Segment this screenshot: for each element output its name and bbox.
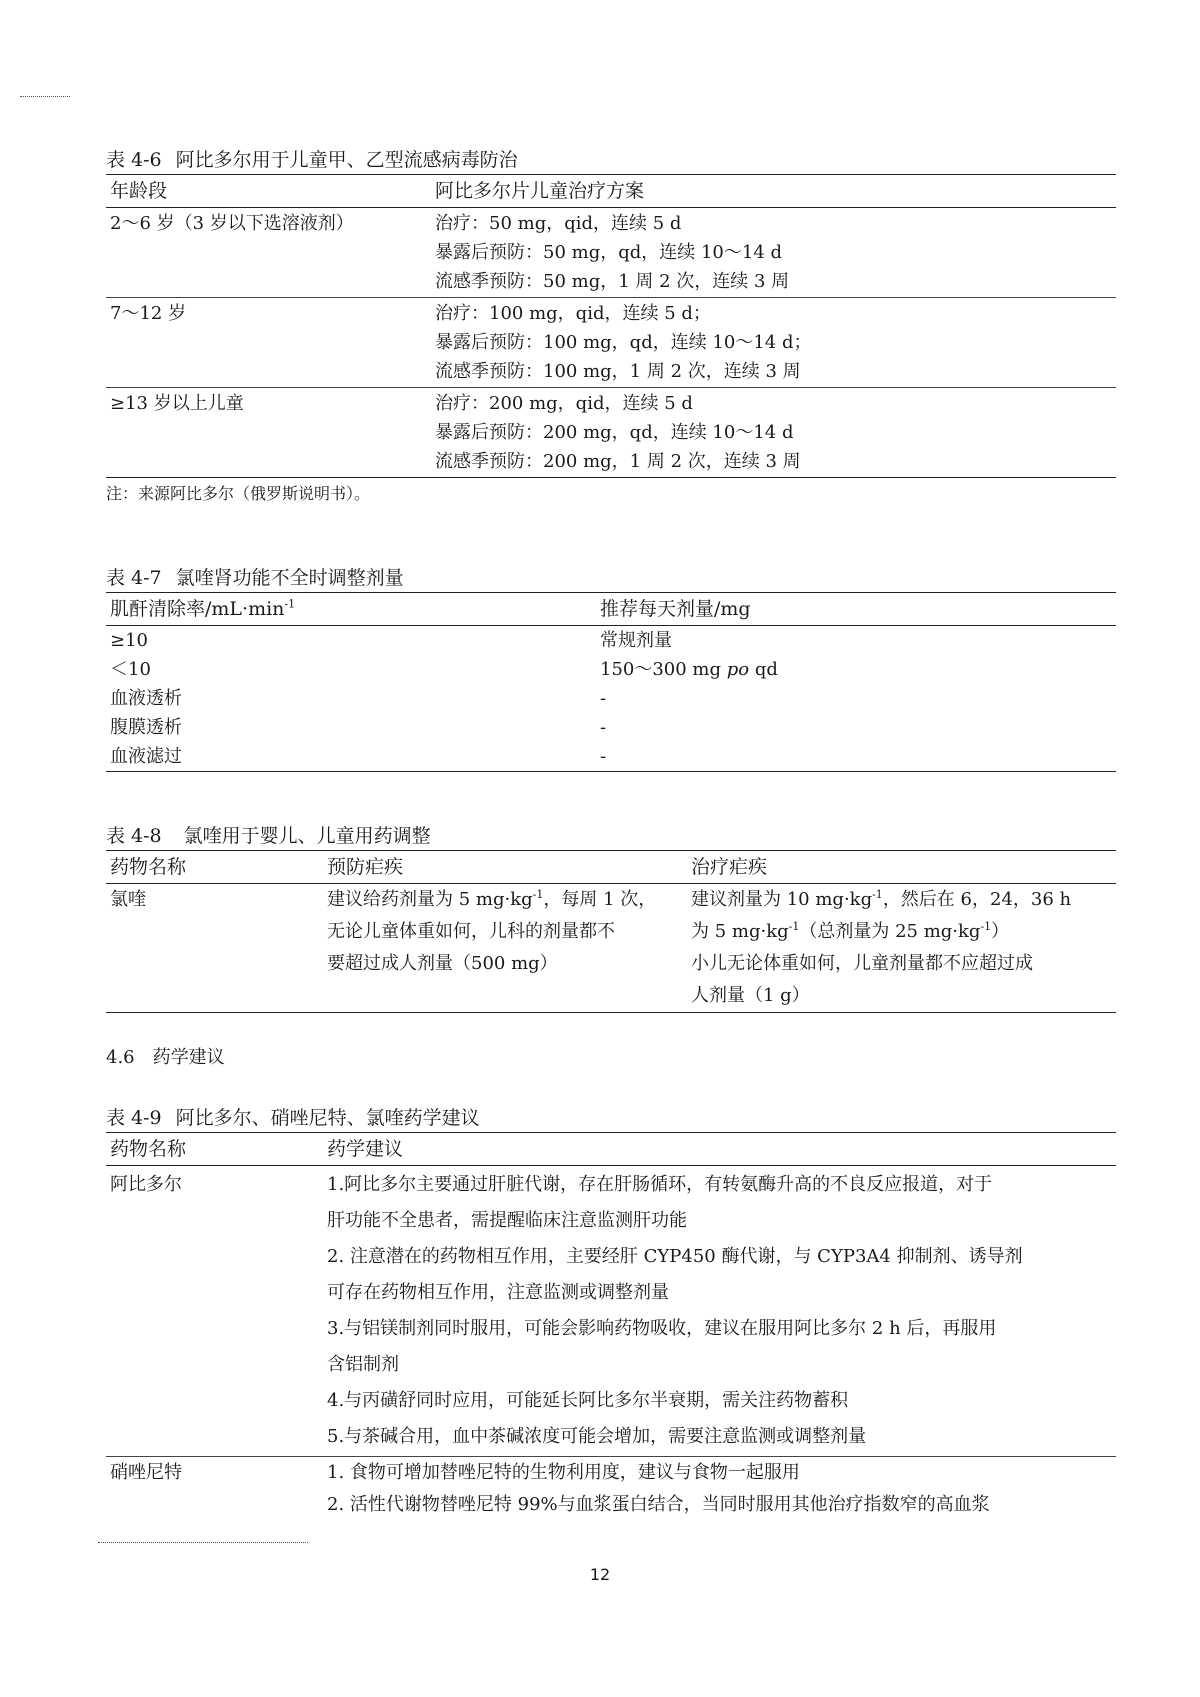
header-age: 年龄段 — [106, 175, 431, 208]
table-grid — [106, 850, 1116, 1013]
table-caption — [106, 564, 1116, 592]
dose-cell: 常规剂量 — [600, 630, 672, 651]
table-note: 注：来源阿比多尔（俄罗斯说明书）。 — [106, 484, 371, 503]
header-clearance-text: 肌酐清除率/mL·min — [110, 598, 285, 620]
treat-line: 人剂量（1 g） — [691, 985, 810, 1006]
clearance-cell: 血液滤过 — [110, 746, 182, 767]
treat-line — [691, 916, 1112, 948]
clearance-cell: ≥10 — [110, 630, 148, 651]
treat-line: 小儿无论体重如何，儿童剂量都不应超过成 — [691, 953, 1033, 974]
drug-cell: 阿比多尔 — [110, 1174, 182, 1195]
table-header-row — [106, 1133, 1116, 1166]
table-4-8 — [106, 822, 1116, 1013]
advice-line: 1.阿比多尔主要通过肝脏代谢，存在肝肠循环，有转氨酶升高的不良反应报道，对于 — [327, 1174, 993, 1195]
advice-cell — [323, 1166, 1116, 1457]
advice-line: 5.与茶碱合用，血中茶碱浓度可能会增加，需要注意监测或调整剂量 — [327, 1426, 867, 1447]
treat-text: （总剂量为 25 mg·kg — [799, 921, 981, 942]
frequency-text: qd — [749, 659, 778, 680]
advice-line: 2. 注意潜在的药物相互作用，主要经肝 CYP450 酶代谢，与 CYP3A4 抑制剂、诱导剂 — [327, 1246, 1023, 1267]
age-cell: ≥13 岁以上儿童 — [110, 393, 244, 414]
dose-text: 150～300 mg — [600, 659, 727, 680]
header-drug: 药物名称 — [106, 851, 323, 884]
table-row — [106, 208, 1116, 298]
treat-text: ，然后在 6，24，36 h — [882, 889, 1072, 910]
route-text: po — [726, 659, 750, 680]
advice-line: 含铝制剂 — [327, 1354, 399, 1375]
advice-line: 1. 食物可增加替唑尼特的生物利用度，建议与食物一起服用 — [327, 1462, 800, 1483]
table-header-row — [106, 593, 1116, 626]
superscript: -1 — [980, 920, 992, 933]
advice-line: 3.与铝镁制剂同时服用，可能会影响药物吸收，建议在服用阿比多尔 2 h 后，再服用 — [327, 1318, 997, 1339]
table-grid — [106, 1132, 1116, 1521]
section-heading — [106, 1044, 225, 1072]
section-title: 药学建议 — [152, 1047, 225, 1068]
prevent-line: 要超过成人剂量（500 mg） — [327, 953, 558, 974]
caption-title: 阿比多尔用于儿童甲、乙型流感病毒防治 — [175, 149, 518, 171]
page-number: 12 — [589, 1565, 611, 1584]
table-row — [106, 1166, 1116, 1457]
table-row — [106, 884, 1116, 1013]
header-treat: 治疗疟疾 — [687, 851, 1116, 884]
plan-line: 治疗：100 mg，qid，连续 5 d； — [435, 303, 711, 324]
table-row — [106, 1457, 1116, 1522]
age-cell: 7～12 岁 — [110, 303, 187, 324]
dose-cell: - — [600, 717, 607, 738]
top-dotted-rule — [20, 96, 70, 97]
caption-number: 表 4-7 — [106, 567, 162, 589]
treat-text: 为 5 mg·kg — [691, 921, 789, 942]
dose-cell: - — [600, 746, 607, 767]
drug-cell: 硝唑尼特 — [110, 1462, 182, 1483]
table-row — [106, 655, 1116, 684]
table-4-6 — [106, 146, 1116, 508]
table-row — [106, 742, 1116, 772]
table-4-9 — [106, 1104, 1116, 1521]
table-4-7 — [106, 564, 1116, 772]
header-dose: 推荐每天剂量/mg — [596, 593, 1116, 626]
footnote-dotted-rule — [98, 1542, 308, 1543]
clearance-cell: ＜10 — [110, 659, 151, 680]
plan-line: 暴露后预防：100 mg，qd，连续 10～14 d； — [435, 332, 812, 353]
plan-line: 暴露后预防：200 mg，qd，连续 10～14 d — [435, 422, 794, 443]
table-row — [106, 684, 1116, 713]
plan-line: 治疗：200 mg，qid，连续 5 d — [435, 393, 693, 414]
caption-number: 表 4-6 — [106, 149, 162, 171]
drug-cell: 氯喹 — [110, 889, 146, 910]
advice-line: 2. 活性代谢物替唑尼特 99%与血浆蛋白结合，当同时服用其他治疗指数窄的高血浆 — [327, 1494, 990, 1515]
age-cell: 2～6 岁（3 岁以下选溶液剂） — [110, 213, 354, 234]
caption-number: 表 4-9 — [106, 1107, 162, 1129]
plan-line: 暴露后预防：50 mg，qd，连续 10～14 d — [435, 242, 783, 263]
table-row — [106, 626, 1116, 656]
table-header-row — [106, 851, 1116, 884]
plan-line: 流感季预防：100 mg，1 周 2 次，连续 3 周 — [435, 361, 801, 382]
dose-cell — [600, 655, 1112, 684]
plan-line: 治疗：50 mg，qid，连续 5 d — [435, 213, 682, 234]
caption-title: 氯喹用于婴儿、儿童用药调整 — [183, 825, 431, 847]
superscript: -1 — [284, 597, 296, 611]
table-row — [106, 713, 1116, 742]
plan-line: 流感季预防：50 mg，1 周 2 次，连续 3 周 — [435, 271, 790, 292]
table-caption — [106, 822, 1116, 850]
header-clearance — [106, 593, 596, 626]
treat-line — [691, 884, 1112, 916]
header-prevent: 预防疟疾 — [323, 851, 687, 884]
treat-text: 建议剂量为 10 mg·kg — [691, 889, 873, 910]
table-grid — [106, 592, 1116, 772]
header-drug: 药物名称 — [106, 1133, 323, 1166]
prevent-line — [327, 884, 683, 916]
clearance-cell: 腹膜透析 — [110, 717, 182, 738]
header-advice: 药学建议 — [323, 1133, 1116, 1166]
superscript: -1 — [788, 920, 800, 933]
caption-title: 氯喹肾功能不全时调整剂量 — [175, 567, 404, 589]
section-number: 4.6 — [106, 1047, 135, 1068]
prevent-text: ，每周 1 次， — [543, 889, 657, 910]
table-caption — [106, 146, 1116, 174]
advice-cell — [323, 1457, 1116, 1522]
header-plan: 阿比多尔片儿童治疗方案 — [431, 175, 1116, 208]
advice-line: 可存在药物相互作用，注意监测或调整剂量 — [327, 1282, 669, 1303]
table-caption — [106, 1104, 1116, 1132]
table-grid — [106, 174, 1116, 478]
plan-line: 流感季预防：200 mg，1 周 2 次，连续 3 周 — [435, 451, 801, 472]
prevent-text: 建议给药剂量为 5 mg·kg — [327, 889, 533, 910]
table-header-row — [106, 175, 1116, 208]
clearance-cell: 血液透析 — [110, 688, 182, 709]
table-row — [106, 388, 1116, 478]
superscript: -1 — [872, 888, 883, 901]
table-row — [106, 298, 1116, 388]
superscript: -1 — [532, 888, 544, 901]
dose-cell: - — [600, 688, 607, 709]
advice-line: 肝功能不全患者，需提醒临床注意监测肝功能 — [327, 1210, 687, 1231]
prevent-line: 无论儿童体重如何，儿科的剂量都不 — [327, 921, 615, 942]
treat-cell — [687, 884, 1116, 1013]
advice-line: 4.与丙磺舒同时应用，可能延长阿比多尔半衰期，需关注药物蓄积 — [327, 1390, 849, 1411]
caption-title: 阿比多尔、硝唑尼特、氯喹药学建议 — [175, 1107, 480, 1129]
treat-text: ） — [991, 921, 1010, 942]
prevent-cell — [323, 884, 687, 1013]
caption-number: 表 4-8 — [106, 825, 162, 847]
